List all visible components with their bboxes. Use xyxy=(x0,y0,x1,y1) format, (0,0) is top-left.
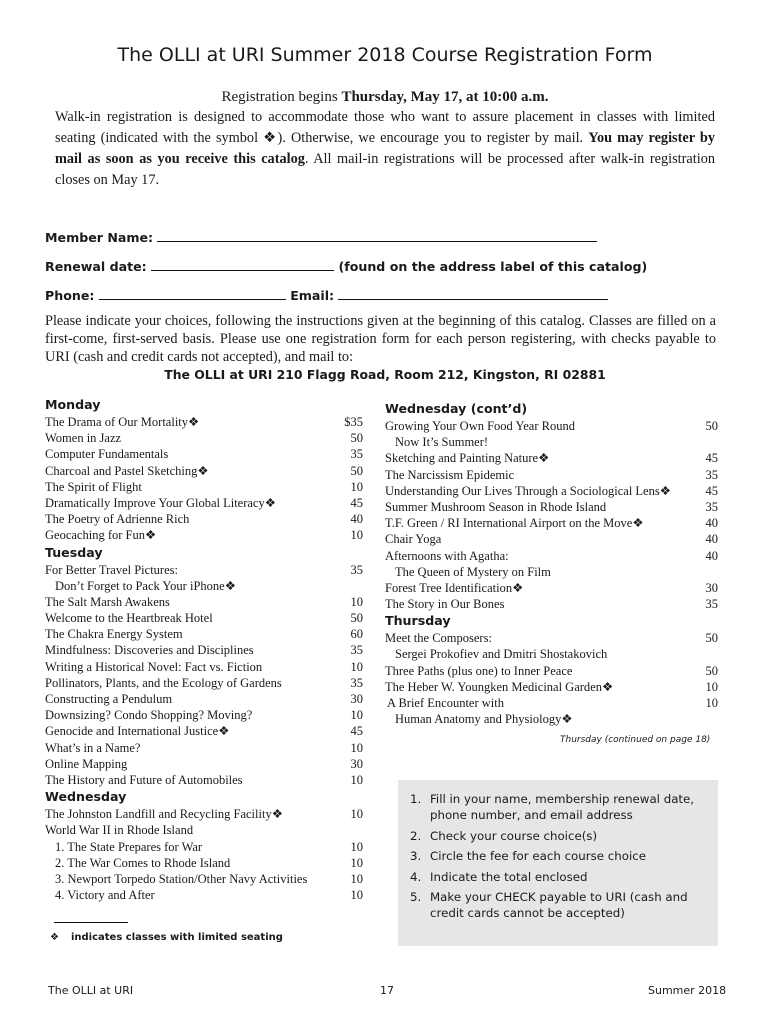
course-fee[interactable]: 10 xyxy=(350,708,363,723)
course-row[interactable] xyxy=(45,887,363,903)
course-title: The Poetry of Adrienne Rich xyxy=(45,512,190,527)
step-text: Check your course choice(s) xyxy=(430,828,598,843)
course-fee[interactable]: 30 xyxy=(705,580,718,595)
course-title: Women in Jazz xyxy=(45,431,122,446)
course-fee[interactable]: 35 xyxy=(350,447,363,462)
step-text: Circle the fee for each course choice xyxy=(430,849,646,863)
course-fee[interactable]: 10 xyxy=(350,659,363,674)
renewal-date-field[interactable] xyxy=(45,258,647,274)
renewal-date-line[interactable] xyxy=(151,258,334,271)
course-fee[interactable]: 50 xyxy=(350,431,363,446)
course-title: Genocide and International Justice❖ xyxy=(45,724,230,739)
continued-note xyxy=(560,735,710,745)
course-row[interactable] xyxy=(385,515,718,531)
course-title: Don’t Forget to Pack Your iPhone❖ xyxy=(55,578,236,593)
step-number: 2. xyxy=(410,828,422,843)
course-fee[interactable]: 50 xyxy=(350,463,363,478)
step-item xyxy=(410,889,704,921)
mailing-address: The OLLI at URI 210 Flagg Road, Room 212, Kingston, RI 02881 xyxy=(164,367,606,382)
course-row[interactable] xyxy=(45,610,363,626)
course-row[interactable] xyxy=(45,806,363,822)
page-title: The OLLI at URI Summer 2018 Course Registration Form xyxy=(117,44,653,66)
instructions-paragraph: Please indicate your choices, following the instructions given at the beginning of this catalog. Classes are filled on a first-come, first-served basis. Please use one registration form for each person registering, with checks payable to URI (cash and credit cards not accepted), and mail to: xyxy=(45,313,716,365)
course-row[interactable] xyxy=(45,756,363,772)
steps-list xyxy=(398,780,718,921)
course-row[interactable] xyxy=(385,564,718,580)
intro-paragraph xyxy=(55,107,715,191)
course-fee[interactable]: 40 xyxy=(705,516,718,531)
course-row[interactable] xyxy=(385,630,718,646)
course-fee[interactable]: 35 xyxy=(705,467,718,482)
registration-start-prefix: Registration begins xyxy=(221,89,342,105)
course-fee[interactable]: 50 xyxy=(350,611,363,626)
day-heading: Monday xyxy=(45,397,101,412)
course-fee[interactable]: 50 xyxy=(705,419,718,433)
course-title: Forest Tree Identification❖ xyxy=(385,580,524,595)
course-row[interactable] xyxy=(45,871,363,887)
course-fee[interactable]: 40 xyxy=(705,532,718,547)
course-title: Mindfulness: Discoveries and Disciplines xyxy=(45,643,254,658)
course-title: The Drama of Our Mortality❖ xyxy=(45,415,200,429)
course-fee[interactable]: 35 xyxy=(350,562,363,577)
course-row[interactable] xyxy=(385,695,718,711)
course-fee[interactable]: 10 xyxy=(350,888,363,903)
course-title: Welcome to the Heartbreak Hotel xyxy=(45,611,213,626)
course-title: Three Paths (plus one) to Inner Peace xyxy=(385,663,573,678)
course-row[interactable] xyxy=(385,663,718,679)
course-title: 3. Newport Torpedo Station/Other Navy Activities xyxy=(55,871,308,886)
course-title: Sketching and Painting Nature❖ xyxy=(385,451,550,466)
intro-text-bold: You may register by mail as soon as you receive this catalog xyxy=(55,130,715,167)
renewal-date-note: (found on the address label of this catalog) xyxy=(338,259,648,274)
course-fee[interactable]: 35 xyxy=(350,675,363,690)
course-row[interactable] xyxy=(385,531,718,547)
course-row[interactable] xyxy=(45,626,363,642)
course-title: The Johnston Landfill and Recycling Facility❖ xyxy=(45,807,283,822)
course-row[interactable] xyxy=(45,723,363,739)
course-row[interactable] xyxy=(45,822,363,838)
phone-line[interactable] xyxy=(99,287,286,300)
course-title: Downsizing? Condo Shopping? Moving? xyxy=(45,708,253,723)
step-text: Fill in your name, membership renewal date, phone number, and email address xyxy=(430,792,695,822)
footer-right: Summer 2018 xyxy=(648,984,727,997)
course-title: Computer Fundamentals xyxy=(45,447,169,462)
course-fee[interactable]: 35 xyxy=(705,499,718,514)
course-row[interactable] xyxy=(385,499,718,515)
course-title: The Heber W. Youngken Medicinal Garden❖ xyxy=(385,679,614,694)
course-row[interactable] xyxy=(45,594,363,610)
course-title: Pollinators, Plants, and the Ecology of Gardens xyxy=(45,675,282,690)
course-title: 4. Victory and After xyxy=(55,888,155,903)
course-row[interactable] xyxy=(45,578,363,594)
course-fee[interactable]: 30 xyxy=(350,692,363,706)
course-row[interactable] xyxy=(385,679,718,695)
course-row[interactable] xyxy=(45,740,363,756)
course-fee[interactable]: 45 xyxy=(705,483,718,498)
course-fee[interactable]: 60 xyxy=(350,627,363,642)
step-item xyxy=(410,848,704,864)
course-row[interactable] xyxy=(385,548,718,564)
course-title: Geocaching for Fun❖ xyxy=(45,528,157,543)
course-fee[interactable]: 10 xyxy=(350,528,363,543)
phone-label: Phone: xyxy=(45,288,95,303)
course-row[interactable] xyxy=(385,580,718,596)
course-title: Summer Mushroom Season in Rhode Island xyxy=(385,499,607,514)
email-line[interactable] xyxy=(338,287,608,300)
continued-note-text: Thursday (continued on page 18) xyxy=(560,735,711,745)
course-row[interactable] xyxy=(45,675,363,691)
course-title: Writing a Historical Novel: Fact vs. Fiction xyxy=(45,659,263,674)
day-heading: Wednesday (cont’d) xyxy=(385,401,528,416)
course-list-left xyxy=(45,396,363,903)
phone-email-field[interactable] xyxy=(45,287,608,303)
legend-text: indicates classes with limited seating xyxy=(70,932,283,943)
registration-start xyxy=(0,89,770,106)
course-title: Dramatically Improve Your Global Literacy❖ xyxy=(45,495,276,510)
day-heading: Thursday xyxy=(385,613,451,629)
course-row[interactable] xyxy=(385,418,718,434)
course-title: Meet the Composers: xyxy=(385,631,492,646)
registration-start-date: Thursday, May 17, at 10:00 a.m. xyxy=(341,89,549,105)
course-fee[interactable]: 10 xyxy=(350,594,363,609)
course-row[interactable] xyxy=(45,855,363,871)
step-item xyxy=(410,791,704,823)
course-title: What’s in a Name? xyxy=(45,740,141,755)
member-name-label: Member Name: xyxy=(45,230,154,245)
course-fee[interactable]: 40 xyxy=(705,548,718,563)
step-text: Indicate the total enclosed xyxy=(430,869,588,884)
course-fee[interactable]: 45 xyxy=(350,724,363,739)
course-title: T.F. Green / RI International Airport on the Move❖ xyxy=(385,516,644,531)
email-label: Email: xyxy=(290,288,335,303)
footer-left: The OLLI at URI xyxy=(48,984,134,997)
course-title: Understanding Our Lives Through a Sociological Lens❖ xyxy=(385,483,671,498)
course-row[interactable] xyxy=(45,463,363,479)
intro-text-2: . All mail-in registrations will be processed after walk-in registration closes on May 17. xyxy=(55,151,715,188)
course-fee[interactable]: 45 xyxy=(350,495,363,510)
course-row[interactable] xyxy=(45,511,363,527)
course-row[interactable] xyxy=(45,691,363,707)
course-row[interactable] xyxy=(385,646,718,662)
course-title: Chair Yoga xyxy=(385,532,442,547)
limited-seating-legend xyxy=(50,932,283,943)
course-row[interactable] xyxy=(45,414,363,430)
course-fee[interactable]: 10 xyxy=(705,696,718,710)
course-row[interactable] xyxy=(45,495,363,511)
course-fee[interactable]: 40 xyxy=(350,512,363,527)
course-title: The History and Future of Automobiles xyxy=(45,772,243,787)
course-title: The Salt Marsh Awakens xyxy=(45,594,170,609)
diamond-icon: ❖ xyxy=(50,932,59,943)
step-item xyxy=(410,869,704,885)
course-fee[interactable]: 35 xyxy=(350,643,363,658)
course-title: Constructing a Pendulum xyxy=(45,692,173,706)
course-fee[interactable]: 10 xyxy=(350,479,363,494)
course-fee[interactable]: 30 xyxy=(350,756,363,771)
course-fee[interactable]: 10 xyxy=(350,839,363,854)
course-title: Online Mapping xyxy=(45,756,128,771)
course-row[interactable] xyxy=(45,562,363,578)
day-heading: Tuesday xyxy=(45,544,103,560)
course-title: 2. The War Comes to Rhode Island xyxy=(55,855,231,870)
course-row[interactable] xyxy=(45,707,363,723)
course-title: Growing Your Own Food Year Round xyxy=(385,419,575,433)
course-row[interactable] xyxy=(45,527,363,543)
course-fee[interactable]: 10 xyxy=(350,871,363,886)
course-fee[interactable]: 50 xyxy=(705,631,718,646)
step-number: 5. xyxy=(410,890,422,904)
course-title: 1. The State Prepares for War xyxy=(55,839,203,854)
course-title: Now It’s Summer! xyxy=(395,435,489,450)
course-fee[interactable]: 45 xyxy=(705,451,718,466)
intro-text-1: Walk-in registration is designed to accommodate those who want to assure placement in classes with limited seating (indicated with the symbol ❖). Otherwise, we encourage you to register by mail. xyxy=(55,109,715,146)
course-row[interactable] xyxy=(385,434,718,450)
course-row[interactable] xyxy=(385,483,718,499)
course-fee[interactable]: 10 xyxy=(350,740,363,755)
course-row[interactable] xyxy=(385,596,718,612)
member-name-field[interactable] xyxy=(45,229,597,245)
course-title: Sergei Prokofiev and Dmitri Shostakovich xyxy=(395,647,608,662)
course-title: The Spirit of Flight xyxy=(45,479,142,494)
step-number: 1. xyxy=(410,792,422,806)
course-title: Afternoons with Agatha: xyxy=(385,548,509,563)
course-title: A Brief Encounter with xyxy=(387,696,504,710)
footnote-divider xyxy=(54,922,128,923)
course-row[interactable] xyxy=(385,711,718,727)
course-title: The Story in Our Bones xyxy=(385,597,505,612)
step-number: 4. xyxy=(410,869,422,884)
course-list-right xyxy=(385,400,718,727)
course-row[interactable] xyxy=(45,659,363,675)
course-fee[interactable]: 10 xyxy=(350,855,363,870)
renewal-date-label: Renewal date: xyxy=(45,259,147,274)
course-fee[interactable]: 10 xyxy=(350,772,363,787)
step-item xyxy=(410,828,704,844)
course-title: The Chakra Energy System xyxy=(45,627,183,642)
day-heading: Wednesday xyxy=(45,789,127,805)
course-fee[interactable]: 50 xyxy=(705,663,718,678)
course-title: For Better Travel Pictures: xyxy=(45,562,178,577)
course-fee[interactable]: 10 xyxy=(350,807,363,822)
step-text: Make your CHECK payable to URI (cash and credit cards cannot be accepted) xyxy=(430,890,688,920)
course-row[interactable] xyxy=(45,772,363,788)
course-title: Human Anatomy and Physiology❖ xyxy=(395,712,573,727)
course-row[interactable] xyxy=(45,479,363,495)
course-title: World War II in Rhode Island xyxy=(45,823,194,838)
steps-box xyxy=(398,780,718,946)
course-fee[interactable]: $35 xyxy=(344,415,363,429)
course-row[interactable] xyxy=(45,642,363,658)
course-row[interactable] xyxy=(45,430,363,446)
course-title: The Narcissism Epidemic xyxy=(385,467,515,482)
course-fee[interactable]: 10 xyxy=(705,679,718,694)
course-title: The Queen of Mystery on Film xyxy=(395,564,551,579)
course-fee[interactable]: 35 xyxy=(705,597,718,612)
course-row[interactable] xyxy=(45,446,363,462)
member-name-line[interactable] xyxy=(157,229,597,242)
course-title: Charcoal and Pastel Sketching❖ xyxy=(45,463,209,478)
step-number: 3. xyxy=(410,849,422,863)
course-row[interactable] xyxy=(385,467,718,483)
page-number: 17 xyxy=(380,984,394,997)
course-row[interactable] xyxy=(45,839,363,855)
course-row[interactable] xyxy=(385,450,718,466)
